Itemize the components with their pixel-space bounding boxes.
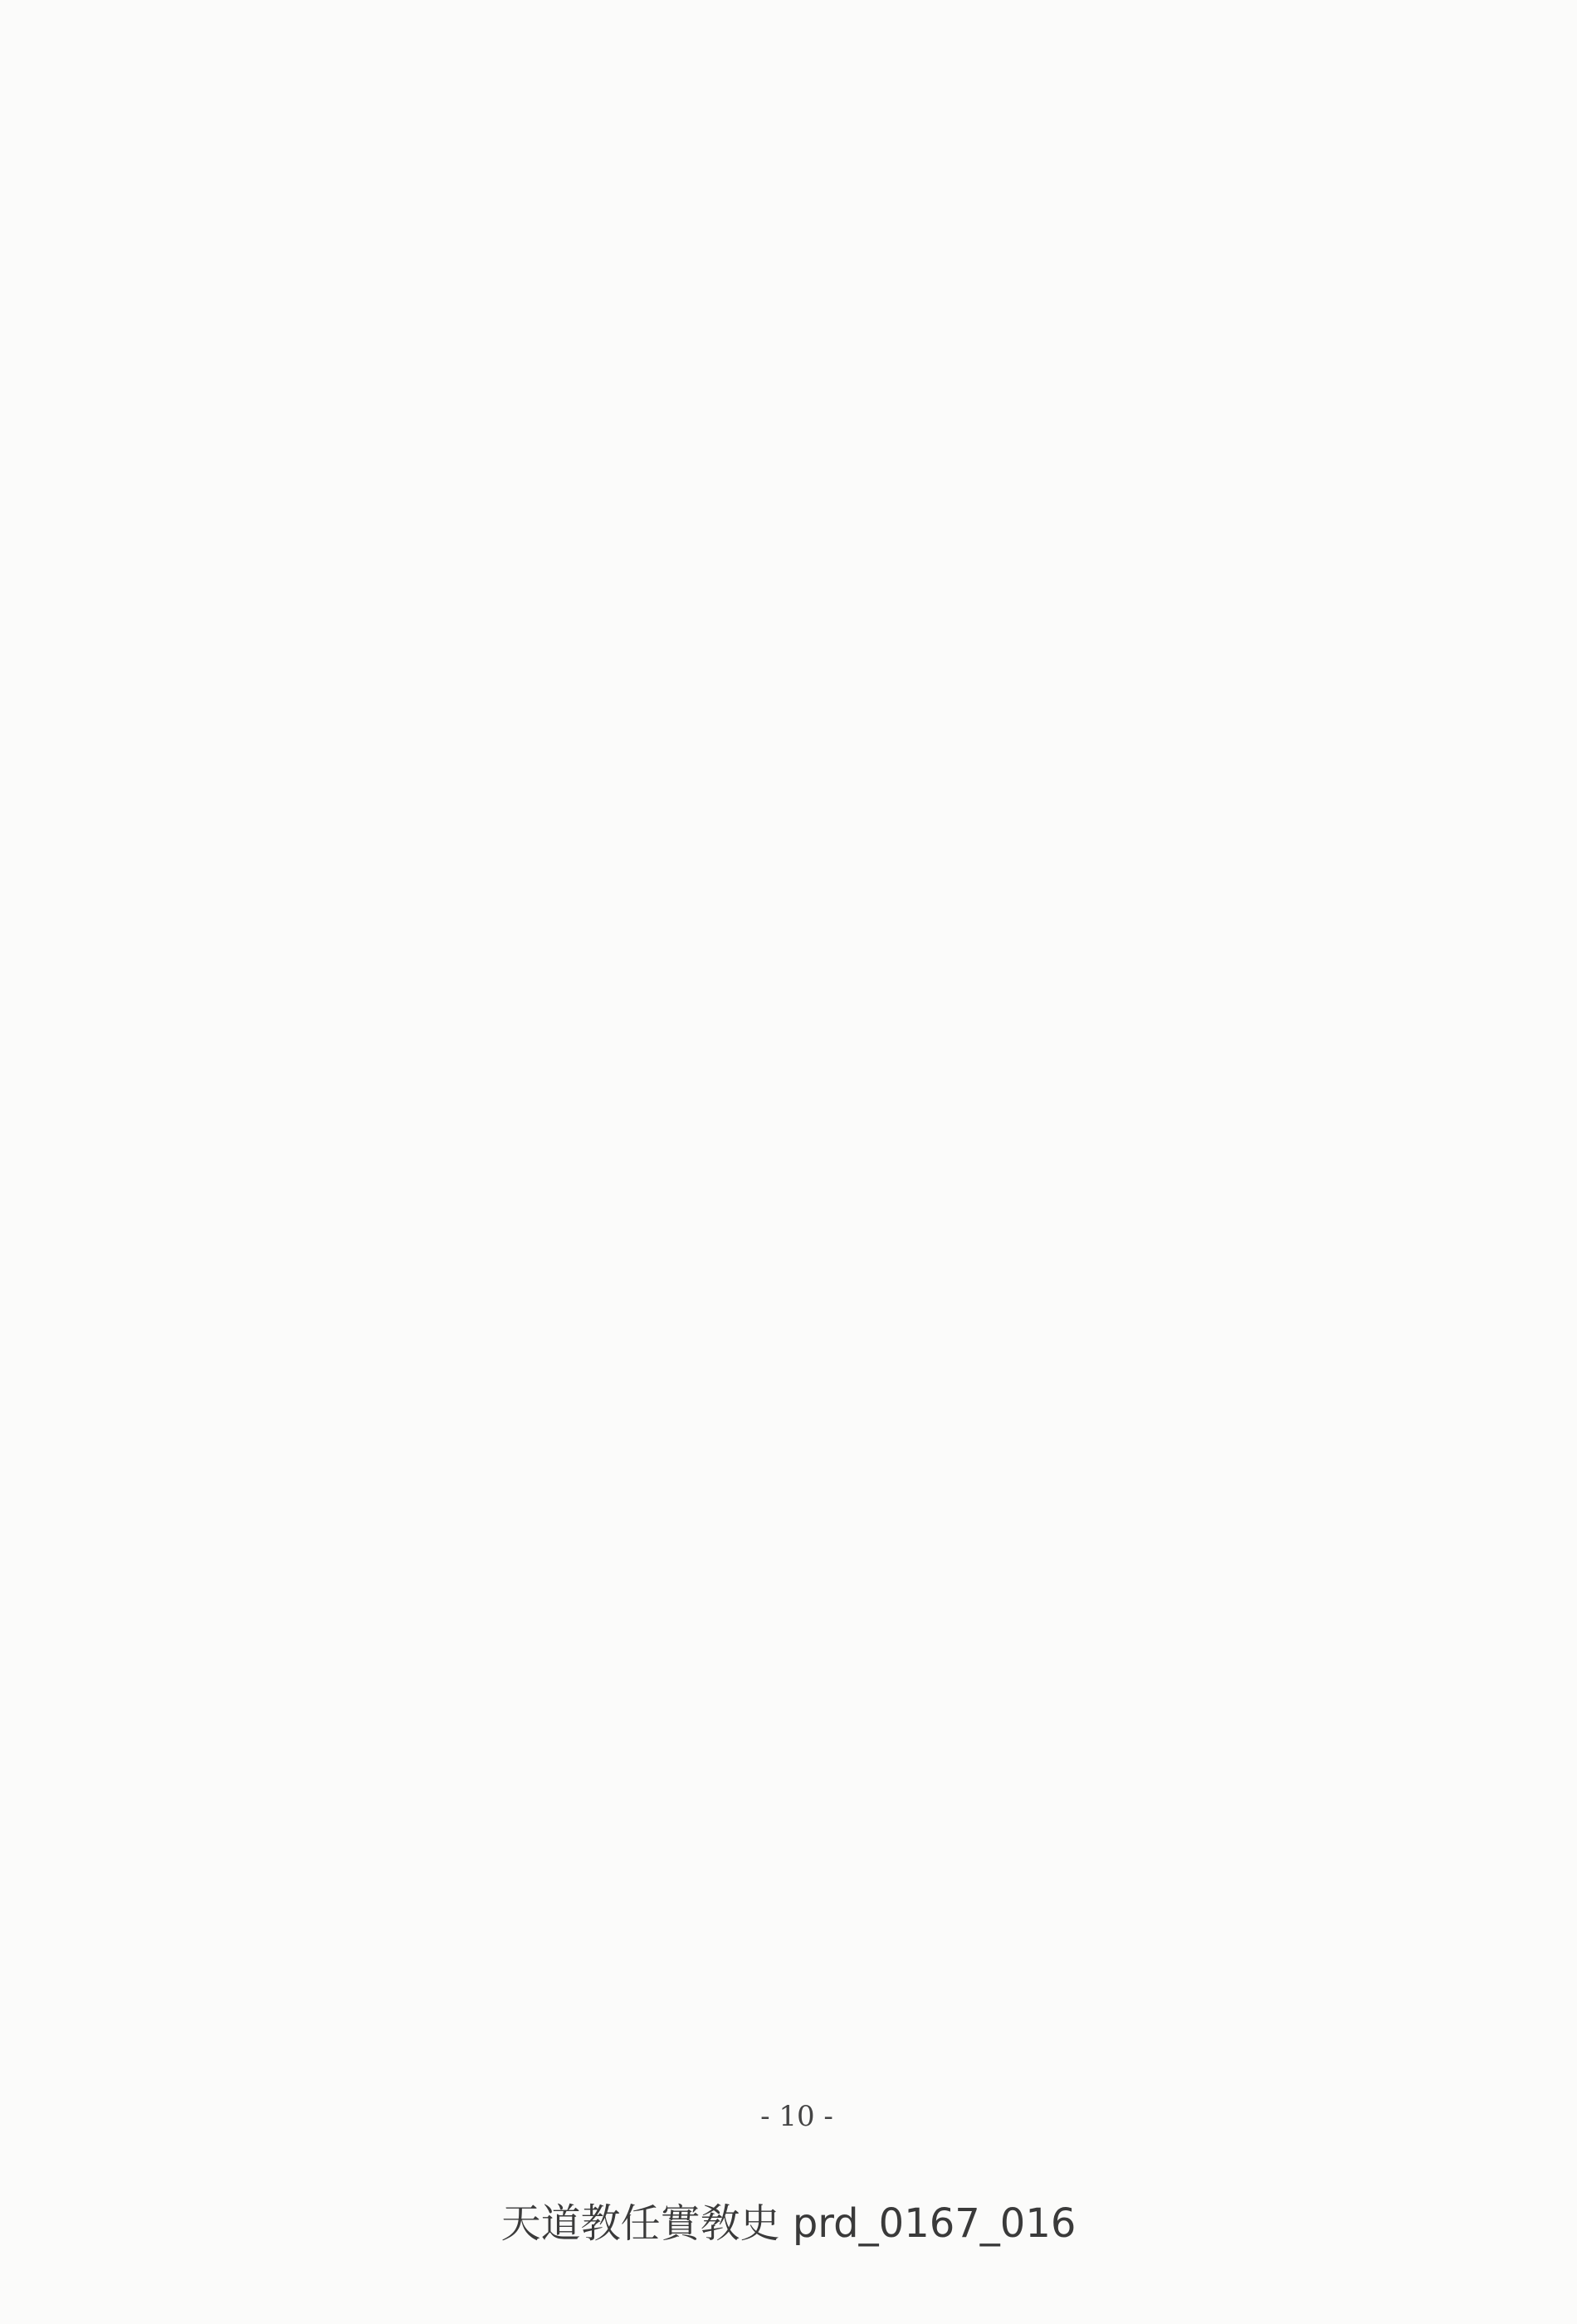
text-column	[302, 224, 380, 2075]
text-column	[647, 224, 725, 2075]
archive-caption: 天道教任實敎史 prd_0167_016	[500, 2200, 1077, 2247]
text-column	[388, 224, 466, 2075]
text-column	[906, 224, 984, 2075]
text-column	[475, 224, 553, 2075]
text-column	[734, 224, 812, 2075]
text-column	[216, 224, 294, 2075]
text-column	[561, 224, 639, 2075]
text-column	[1338, 224, 1416, 2075]
page-number: - 10 -	[760, 2100, 833, 2133]
text-column	[993, 224, 1071, 2075]
vertical-text-block	[208, 224, 1502, 2075]
text-column	[1252, 224, 1330, 2075]
text-column	[1165, 224, 1243, 2075]
text-column	[1079, 224, 1157, 2075]
text-column	[820, 224, 898, 2075]
text-column	[1424, 224, 1502, 2075]
